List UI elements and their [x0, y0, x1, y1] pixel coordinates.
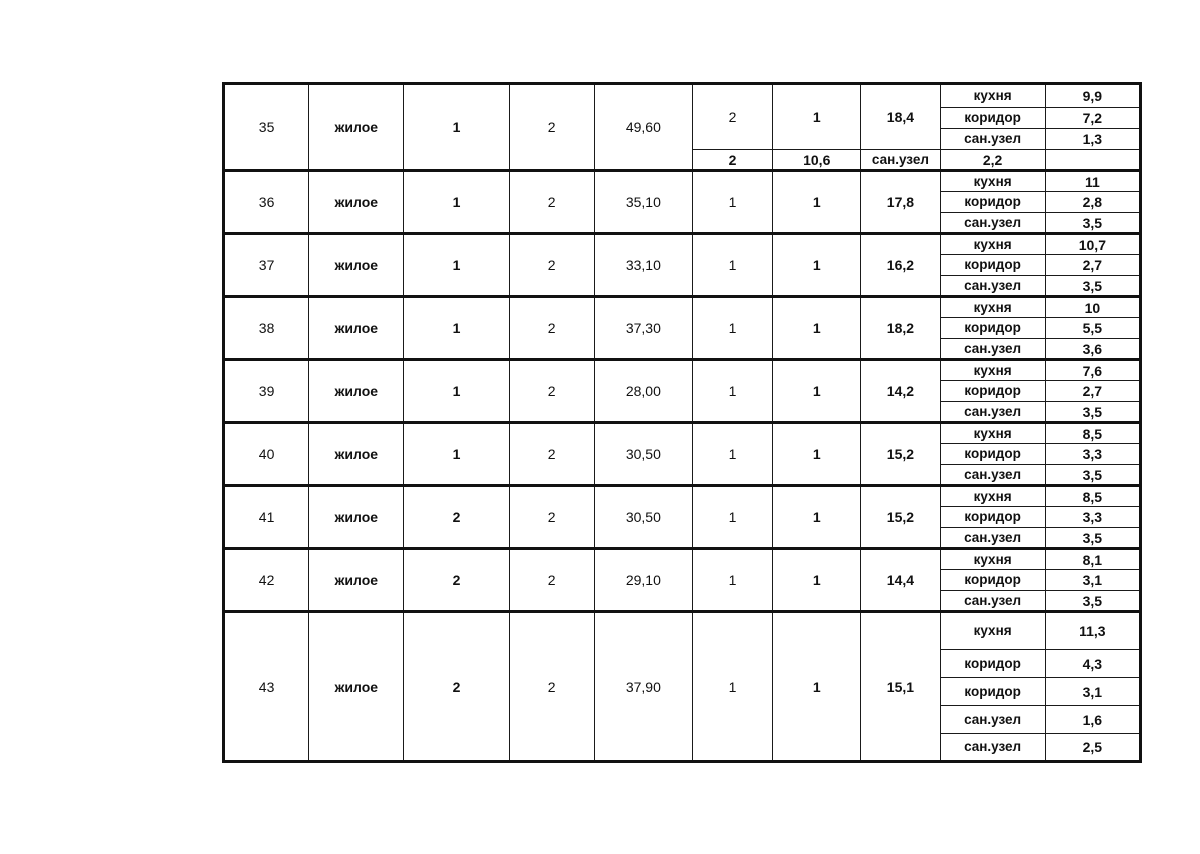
living-room-area: 17,8: [861, 171, 940, 234]
living-rooms-count: 1: [692, 549, 772, 612]
aux-room-area: 3,5: [1045, 213, 1140, 234]
total-area: 37,30: [594, 297, 692, 360]
floor-value: 1: [404, 234, 509, 297]
aux-room-name: коридор: [940, 444, 1045, 465]
aux-room-name: сан.узел: [861, 150, 940, 171]
aux-room-area: 3,3: [1045, 507, 1140, 528]
aux-room-name: коридор: [940, 192, 1045, 213]
table-row: [224, 84, 1141, 108]
apartment-table: [222, 82, 1142, 763]
living-room-number: 1: [773, 423, 861, 486]
premises-type: жилое: [309, 297, 404, 360]
living-room-number: 1: [773, 486, 861, 549]
aux-room-name: коридор: [940, 678, 1045, 706]
aux-room-name: сан.узел: [940, 213, 1045, 234]
section-value: 2: [509, 486, 594, 549]
premises-type: жилое: [309, 171, 404, 234]
aux-room-name: кухня: [940, 612, 1045, 650]
living-rooms-count: 1: [692, 171, 772, 234]
table-row: [224, 486, 1141, 507]
aux-room-name: коридор: [940, 381, 1045, 402]
living-room-number: 2: [692, 150, 772, 171]
table-row: [224, 423, 1141, 444]
aux-room-name: коридор: [940, 318, 1045, 339]
aux-room-area: 3,5: [1045, 528, 1140, 549]
section-value: 2: [509, 612, 594, 762]
aux-room-area: 2,2: [940, 150, 1045, 171]
section-value: 2: [509, 549, 594, 612]
aux-room-name: кухня: [940, 234, 1045, 255]
living-room-area: 15,1: [861, 612, 940, 762]
living-room-number: 1: [773, 297, 861, 360]
living-room-area: 15,2: [861, 423, 940, 486]
aux-room-area: 3,5: [1045, 402, 1140, 423]
aux-room-name: кухня: [940, 423, 1045, 444]
table-row: [224, 612, 1141, 650]
living-room-area: 15,2: [861, 486, 940, 549]
premises-type: жилое: [309, 360, 404, 423]
section-value: 2: [509, 84, 594, 171]
living-rooms-count: 1: [692, 360, 772, 423]
apartment-number: 40: [224, 423, 309, 486]
premises-type: жилое: [309, 234, 404, 297]
living-room-number: 1: [773, 171, 861, 234]
living-room-number: 1: [773, 234, 861, 297]
living-room-number: 1: [773, 549, 861, 612]
living-room-area: 10,6: [773, 150, 861, 171]
apartment-number: 38: [224, 297, 309, 360]
premises-type: жилое: [309, 486, 404, 549]
aux-room-name: кухня: [940, 297, 1045, 318]
total-area: 30,50: [594, 486, 692, 549]
living-rooms-count: 1: [692, 612, 772, 762]
aux-room-name: сан.узел: [940, 734, 1045, 762]
total-area: 30,50: [594, 423, 692, 486]
aux-room-name: сан.узел: [940, 402, 1045, 423]
premises-type: жилое: [309, 423, 404, 486]
aux-room-name: сан.узел: [940, 465, 1045, 486]
living-room-area: 18,2: [861, 297, 940, 360]
premises-type: жилое: [309, 84, 404, 171]
living-rooms-count: 1: [692, 423, 772, 486]
aux-room-area: 2,8: [1045, 192, 1140, 213]
table-row: [224, 360, 1141, 381]
apartment-register-sheet: [222, 82, 1142, 763]
aux-room-area: 5,5: [1045, 318, 1140, 339]
living-rooms-count: 1: [692, 486, 772, 549]
aux-room-name: кухня: [940, 84, 1045, 108]
aux-room-area: 8,5: [1045, 486, 1140, 507]
total-area: 37,90: [594, 612, 692, 762]
aux-room-area: 10,7: [1045, 234, 1140, 255]
aux-room-area: 9,9: [1045, 84, 1140, 108]
aux-room-area: 3,1: [1045, 570, 1140, 591]
aux-room-name: кухня: [940, 549, 1045, 570]
aux-room-name: коридор: [940, 108, 1045, 129]
aux-room-area: 7,6: [1045, 360, 1140, 381]
aux-room-area: 11,3: [1045, 612, 1140, 650]
total-area: 33,10: [594, 234, 692, 297]
aux-room-area: 2,7: [1045, 255, 1140, 276]
aux-room-name: коридор: [940, 255, 1045, 276]
aux-room-area: 10: [1045, 297, 1140, 318]
apartment-number: 42: [224, 549, 309, 612]
section-value: 2: [509, 360, 594, 423]
aux-room-area: 3,6: [1045, 339, 1140, 360]
aux-room-name: сан.узел: [940, 339, 1045, 360]
aux-room-area: 3,5: [1045, 276, 1140, 297]
floor-value: 2: [404, 486, 509, 549]
aux-room-area: 8,5: [1045, 423, 1140, 444]
section-value: 2: [509, 423, 594, 486]
aux-room-area: 3,3: [1045, 444, 1140, 465]
aux-room-name: кухня: [940, 360, 1045, 381]
living-rooms-count: 1: [692, 297, 772, 360]
aux-room-name: коридор: [940, 650, 1045, 678]
section-value: 2: [509, 171, 594, 234]
aux-room-area: 3,5: [1045, 465, 1140, 486]
aux-room-name: коридор: [940, 507, 1045, 528]
floor-value: 2: [404, 549, 509, 612]
aux-room-area: 8,1: [1045, 549, 1140, 570]
aux-room-area: 3,1: [1045, 678, 1140, 706]
living-room-area: 14,2: [861, 360, 940, 423]
premises-type: жилое: [309, 549, 404, 612]
living-room-area: 18,4: [861, 84, 940, 150]
aux-room-area: 2,7: [1045, 381, 1140, 402]
aux-room-name: кухня: [940, 171, 1045, 192]
living-room-number: 1: [773, 612, 861, 762]
table-row: [224, 234, 1141, 255]
aux-room-name: сан.узел: [940, 591, 1045, 612]
living-room-area: 14,4: [861, 549, 940, 612]
table-row: [224, 297, 1141, 318]
table-row: [224, 171, 1141, 192]
living-room-area: 16,2: [861, 234, 940, 297]
aux-room-name: кухня: [940, 486, 1045, 507]
living-rooms-count: 1: [692, 234, 772, 297]
total-area: 49,60: [594, 84, 692, 171]
table-row: [224, 549, 1141, 570]
living-room-number: 1: [773, 360, 861, 423]
aux-room-name: сан.узел: [940, 129, 1045, 150]
floor-value: 1: [404, 360, 509, 423]
floor-value: 2: [404, 612, 509, 762]
aux-room-area: 3,5: [1045, 591, 1140, 612]
aux-room-name: сан.узел: [940, 276, 1045, 297]
apartment-number: 35: [224, 84, 309, 171]
section-value: 2: [509, 297, 594, 360]
floor-value: 1: [404, 84, 509, 171]
aux-room-area: 2,5: [1045, 734, 1140, 762]
apartment-number: 41: [224, 486, 309, 549]
aux-room-area: 11: [1045, 171, 1140, 192]
aux-room-area: 1,6: [1045, 706, 1140, 734]
aux-room-area: 7,2: [1045, 108, 1140, 129]
total-area: 35,10: [594, 171, 692, 234]
floor-value: 1: [404, 423, 509, 486]
total-area: 28,00: [594, 360, 692, 423]
section-value: 2: [509, 234, 594, 297]
apartment-number: 39: [224, 360, 309, 423]
living-rooms-count: 2: [692, 84, 772, 150]
premises-type: жилое: [309, 612, 404, 762]
apartment-number: 43: [224, 612, 309, 762]
aux-room-name: сан.узел: [940, 706, 1045, 734]
aux-room-name: коридор: [940, 570, 1045, 591]
aux-room-area: 1,3: [1045, 129, 1140, 150]
total-area: 29,10: [594, 549, 692, 612]
apartment-number: 37: [224, 234, 309, 297]
floor-value: 1: [404, 171, 509, 234]
living-room-number: 1: [773, 84, 861, 150]
aux-room-name: сан.узел: [940, 528, 1045, 549]
aux-room-area: 4,3: [1045, 650, 1140, 678]
floor-value: 1: [404, 297, 509, 360]
apartment-number: 36: [224, 171, 309, 234]
